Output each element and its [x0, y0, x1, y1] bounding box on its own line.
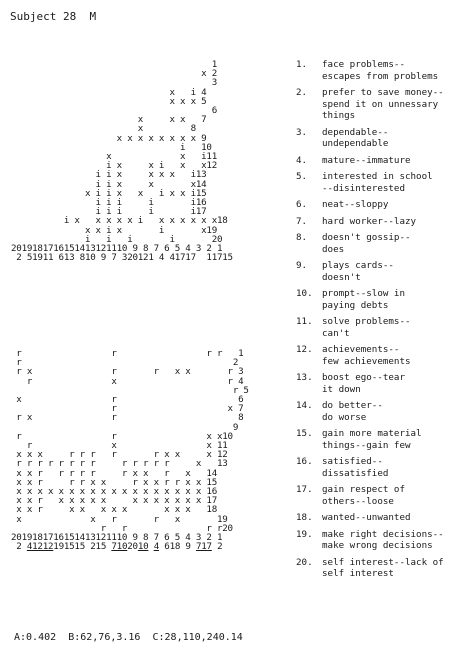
grid-row: x x r r r r r r x x r x 14: [11, 467, 217, 479]
grid-row: r 2: [11, 357, 239, 369]
grid-row: i 10: [11, 141, 212, 153]
legend-text: do better-- do worse: [322, 400, 383, 423]
legend-number: 2.: [296, 87, 308, 98]
legend-text: doesn't gossip-- does: [322, 232, 411, 255]
legend-item: [296, 260, 472, 283]
legend-number: 14.: [296, 400, 313, 411]
legend-number: 7.: [296, 215, 308, 227]
stat-c: C:28,110,240.14: [152, 632, 243, 643]
legend-text: gain respect of others--loose: [322, 484, 405, 507]
legend-number: 5.: [296, 171, 308, 182]
grid-row: 3: [11, 77, 217, 89]
legend-number: 6.: [296, 199, 308, 210]
grid-row: x x x 7: [11, 114, 207, 126]
legend-text: solve problems-- can't: [322, 316, 411, 339]
grid-top: [11, 60, 233, 262]
legend-item: [296, 216, 472, 228]
grid-row: 1: [11, 59, 217, 70]
legend-number: 1.: [296, 59, 308, 70]
legend-number: 4.: [296, 154, 308, 166]
grid-row: r x x 11: [11, 440, 228, 452]
page-title: Subject 28 M: [10, 10, 97, 23]
legend-item: [296, 232, 472, 255]
grid-row: r 5: [11, 384, 249, 396]
underlined-value: 4: [153, 541, 159, 553]
grid-row: r x r r x x r 3: [11, 366, 244, 378]
legend-text: neat--sloppy: [322, 199, 389, 210]
legend-text: hard worker--lazy: [322, 215, 417, 227]
legend-text: dependable-- undependable: [322, 126, 389, 149]
grid-row: x x i x i x19: [11, 224, 217, 236]
legend-number: 17.: [296, 484, 313, 495]
grid-row: r r r r 1: [11, 348, 244, 359]
legend-item: [296, 400, 472, 423]
legend-text: gain more material things--gain few: [322, 428, 422, 451]
grid-row: x x x x x x x x 9: [11, 132, 207, 144]
legend-item: [296, 199, 472, 211]
legend-number: 13.: [296, 372, 313, 383]
legend-number: 20.: [296, 556, 313, 568]
legend-text: satisfied-- dissatisfied: [322, 456, 389, 479]
grid-row: r r r r r r r r r r r r r x 13: [11, 458, 228, 470]
legend-item: [296, 87, 472, 122]
grid-row: x x r r x 19: [11, 513, 228, 525]
legend-item: [296, 316, 472, 339]
grid-row: 9: [11, 421, 239, 433]
grid-row: x i 4: [11, 86, 207, 98]
grid-row: i i x x x x i13: [11, 169, 207, 181]
legend-number: 12.: [296, 344, 313, 355]
grid-row: i x x x x x i x x x x x x18: [11, 215, 228, 227]
underlined-value: 41212: [26, 541, 54, 553]
legend-item: [296, 428, 472, 451]
legend-item: [296, 171, 472, 194]
legend-number: 19.: [296, 528, 313, 540]
axis-value: 2: [211, 541, 223, 553]
legend-item: [296, 484, 472, 507]
grid-row: r r r r20: [11, 522, 233, 534]
legend-item: [296, 456, 472, 479]
legend-item: [296, 344, 472, 367]
stat-b: B:62,76,3.16: [68, 632, 141, 643]
legend-item: [296, 557, 472, 580]
grid-row: x x x x x x x x x x x x x x x x x x 16: [11, 486, 217, 498]
legend-item: [296, 155, 472, 167]
stats-line: [14, 632, 243, 643]
axis-row: 2019181716151413121110 9 8 7 6 5 4 3 2 1: [11, 532, 223, 544]
legend-text: plays cards-- doesn't: [322, 260, 394, 283]
grid-row: i i i i 20: [11, 233, 223, 245]
grid-row: x x r x x x x x x x x x x x x 17: [11, 495, 217, 507]
grid-row: i x x i x x12: [11, 160, 217, 172]
axis-row: 2 51911 613 810 9 7 320121 4 41717 11715: [11, 252, 233, 264]
legend-item: [296, 512, 472, 524]
grid-row: x x r x x x x x x x x 18: [11, 504, 217, 516]
axis-value: 191515 215: [53, 541, 112, 553]
legend-number: 11.: [296, 316, 313, 327]
grid-row: x x i11: [11, 151, 217, 163]
legend-number: 3.: [296, 126, 308, 138]
grid-row: r r x x10: [11, 430, 233, 442]
grid-row: x 8: [11, 123, 196, 135]
legend-item: [296, 372, 472, 395]
legend-number: 10.: [296, 288, 313, 299]
legend-number: 9.: [296, 260, 308, 271]
grid-bottom: [11, 349, 249, 551]
legend-text: prompt--slow in paying debts: [322, 288, 405, 311]
legend-number: 15.: [296, 428, 313, 439]
legend-text: prefer to save money-- spend it on unnessary things: [322, 87, 444, 121]
legend-number: 8.: [296, 232, 308, 243]
grid-row: i i i i i16: [11, 197, 207, 209]
grid-row: x x x r r r r r x x x 12: [11, 449, 228, 461]
grid-row: x x x 5: [11, 95, 207, 107]
legend-text: wanted--unwanted: [322, 512, 411, 523]
grid-row: i i x x x14: [11, 178, 207, 190]
grid-row: r x 7: [11, 403, 244, 415]
grid-row: x i i x x i x x i15: [11, 187, 207, 199]
stat-a: A:0.402: [14, 632, 57, 643]
axis-row: 2019181716151413121110 9 8 7 6 5 4 3 2 1: [11, 243, 223, 255]
grid-row: r x r 8: [11, 412, 244, 424]
axis-row: [11, 542, 249, 551]
grid-row: x r 6: [11, 394, 244, 406]
grid-row: x 2: [11, 68, 217, 80]
legend-item: [296, 288, 472, 311]
legend-item: [296, 127, 472, 150]
underlined-value: 710: [111, 541, 128, 553]
legend-number: 18.: [296, 512, 313, 523]
legend-number: 16.: [296, 456, 313, 467]
legend-text: achievements-- few achievements: [322, 344, 411, 367]
axis-value: 618 9: [159, 541, 196, 553]
axis-value: 2: [11, 541, 27, 553]
underlined-value: 717: [195, 541, 212, 553]
legend-text: boost ego--tear it down: [322, 372, 405, 395]
underlined-value: 10: [137, 541, 149, 553]
axis-value: 20: [127, 541, 138, 553]
grid-row: r x r 4: [11, 375, 244, 387]
legend-text: interested in school --disinterested: [322, 171, 433, 194]
grid-row: i i i i i17: [11, 206, 207, 218]
legend-item: [296, 529, 472, 552]
legend-text: face problems-- escapes from problems: [322, 59, 439, 82]
legend-text: self interest--lack of self interest: [322, 556, 444, 579]
legend-item: [296, 59, 472, 82]
grid-row: 6: [11, 105, 217, 117]
legend-text: mature--immature: [322, 154, 411, 166]
grid-row: x x r r r x x r x x r r x x 15: [11, 476, 217, 488]
legend: [296, 59, 472, 585]
legend-text: make right decisions-- make wrong decisions: [322, 528, 444, 551]
